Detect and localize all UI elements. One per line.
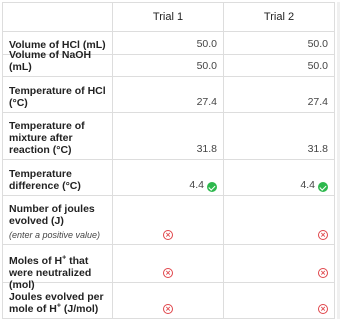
trial1-volume-hcl-input[interactable]: 50.0 bbox=[113, 32, 224, 55]
trial2-joules-per-mole-input[interactable] bbox=[224, 283, 335, 319]
trial1-moles-h-input[interactable] bbox=[113, 245, 224, 283]
row-label-moles-pre: Moles of H bbox=[9, 255, 63, 267]
header-empty bbox=[2, 2, 113, 32]
trial1-temperature-difference-value: 4.4 bbox=[189, 179, 204, 191]
row-label-joules-per-mole bbox=[2, 283, 113, 319]
data-table bbox=[2, 2, 335, 319]
row-label-joules-per-mole-post: (J/mol) bbox=[60, 303, 99, 315]
row-label-moles-post: that were neutralized (mol) bbox=[9, 255, 92, 291]
row-label-joules-per-mole-pre: Joules evolved per mole of H bbox=[9, 291, 104, 315]
row-label-temperature-hcl: Temperature of HCl (°C) bbox=[2, 77, 113, 113]
x-circle-icon: × bbox=[163, 268, 173, 278]
header-trial-1: Trial 1 bbox=[113, 2, 224, 32]
header-trial-2: Trial 2 bbox=[224, 2, 335, 32]
trial1-volume-naoh-input[interactable]: 50.0 bbox=[113, 55, 224, 77]
trial1-temperature-difference-input[interactable] bbox=[113, 160, 224, 196]
trial2-joules-evolved-input[interactable] bbox=[224, 196, 335, 245]
row-label-temperature-mixture: Temperature of mixture after reaction (°C) bbox=[2, 113, 113, 160]
trial2-volume-hcl-input[interactable]: 50.0 bbox=[224, 32, 335, 55]
trial2-temperature-hcl-input[interactable]: 27.4 bbox=[224, 77, 335, 113]
x-circle-icon: × bbox=[163, 304, 173, 314]
check-circle-icon bbox=[207, 182, 217, 192]
trial2-temperature-mixture-input[interactable]: 31.8 bbox=[224, 113, 335, 160]
row-label-volume-hcl: Volume of HCl (mL) bbox=[2, 32, 113, 55]
trial2-volume-naoh-input[interactable]: 50.0 bbox=[224, 55, 335, 77]
trial1-joules-per-mole-input[interactable] bbox=[113, 283, 224, 319]
trial1-joules-evolved-input[interactable] bbox=[113, 196, 224, 245]
trial1-temperature-mixture-input[interactable]: 31.8 bbox=[113, 113, 224, 160]
row-label-temperature-difference: Temperature difference (°C) bbox=[2, 160, 113, 196]
row-label-volume-naoh: Volume of NaOH (mL) bbox=[2, 55, 113, 77]
row-label-joules-evolved bbox=[2, 196, 113, 245]
row-label-joules-per-mole-sup: + bbox=[56, 302, 61, 310]
trial1-temperature-hcl-input[interactable]: 27.4 bbox=[113, 77, 224, 113]
scrollbar-track[interactable] bbox=[337, 2, 340, 319]
row-label-moles-h-neutralized bbox=[2, 245, 113, 291]
row-label-moles-sup: + bbox=[62, 254, 67, 262]
check-circle-icon bbox=[318, 182, 328, 192]
x-circle-icon: × bbox=[163, 230, 173, 240]
x-circle-icon: × bbox=[318, 268, 328, 278]
trial2-moles-h-input[interactable] bbox=[224, 245, 335, 283]
row-sublabel-positive-value: (enter a positive value) bbox=[9, 230, 101, 240]
trial2-temperature-difference-value: 4.4 bbox=[300, 179, 315, 191]
x-circle-icon: × bbox=[318, 230, 328, 240]
row-label-joules-evolved-text: Number of joules evolved (J) bbox=[9, 203, 95, 227]
trial2-temperature-difference-input[interactable] bbox=[224, 160, 335, 196]
x-circle-icon: × bbox=[318, 304, 328, 314]
